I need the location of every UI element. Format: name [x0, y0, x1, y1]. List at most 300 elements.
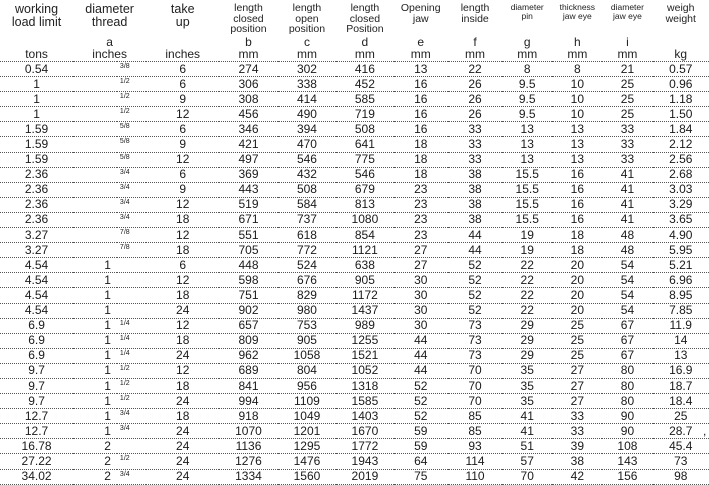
cell-thread-fraction: 3/4: [117, 167, 146, 182]
header-diameter-jaw-eye: diameter jaw eye: [602, 0, 652, 36]
unit-d-mm: d mm: [336, 36, 393, 62]
cell-length-closed: 456: [219, 107, 277, 122]
cell-opening-jaw: 52: [394, 409, 448, 424]
cell-diameter-jaw-eye: 80: [602, 378, 652, 393]
cell-working-load-limit: 1.59: [0, 137, 73, 152]
cell-length-closed: 705: [219, 243, 277, 258]
cell-opening-jaw: 30: [394, 288, 448, 303]
cell-diameter-pin: 29: [502, 318, 552, 333]
cell-thickness-jaw-eye: 13: [552, 122, 602, 137]
cell-diameter-pin: 13: [502, 122, 552, 137]
cell-take-up: 24: [146, 469, 219, 484]
cell-thickness-jaw-eye: 13: [552, 152, 602, 167]
header-opening-jaw: Opening jaw: [394, 0, 448, 36]
cell-thickness-jaw-eye: 25: [552, 348, 602, 363]
table-row: [0, 122, 709, 137]
cell-length-inside: 26: [448, 77, 502, 92]
cell-length-closed: 369: [219, 167, 277, 182]
cell-thickness-jaw-eye: 16: [552, 167, 602, 182]
table-row: [0, 288, 709, 303]
cell-opening-jaw: 52: [394, 394, 448, 409]
unit-f-mm: f mm: [448, 36, 502, 62]
cell-diameter-pin: 41: [502, 409, 552, 424]
cell-take-up: 18: [146, 333, 219, 348]
cell-length-closed-position: 905: [336, 273, 393, 288]
cell-diameter-jaw-eye: 48: [602, 243, 652, 258]
cell-take-up: 24: [146, 303, 219, 318]
cell-thread-fraction: [117, 303, 146, 318]
cell-weight: 25: [653, 409, 709, 424]
cell-length-closed: 306: [219, 77, 277, 92]
unit-i-mm: i mm: [602, 36, 652, 62]
cell-weight: 0.57: [653, 62, 709, 77]
cell-diameter-jaw-eye: 80: [602, 394, 652, 409]
unit-a-inches: a inches: [73, 36, 146, 62]
cell-thread-fraction: 3/8: [117, 62, 146, 77]
header-length-open: length open position: [278, 0, 336, 36]
cell-take-up: 6: [146, 77, 219, 92]
cell-length-closed-position: 1121: [336, 243, 393, 258]
table-row: [0, 394, 709, 409]
cell-thread-fraction: 3/4: [117, 182, 146, 197]
cell-length-open: 980: [278, 303, 336, 318]
cell-thickness-jaw-eye: 10: [552, 77, 602, 92]
header-diameter-pin: diameter pin: [502, 0, 552, 36]
cell-length-closed-position: 1521: [336, 348, 393, 363]
cell-diameter-pin: 29: [502, 348, 552, 363]
table-body: [0, 62, 709, 485]
unit-h-mm: h mm: [552, 36, 602, 62]
cell-length-inside: 44: [448, 243, 502, 258]
cell-length-inside: 85: [448, 424, 502, 439]
cell-length-inside: 38: [448, 182, 502, 197]
cell-length-inside: 33: [448, 152, 502, 167]
cell-length-closed: 657: [219, 318, 277, 333]
cell-take-up: 18: [146, 378, 219, 393]
cell-thickness-jaw-eye: 27: [552, 378, 602, 393]
table-row: [0, 167, 709, 182]
cell-weight: 11.9: [653, 318, 709, 333]
cell-working-load-limit: 34.02: [0, 469, 73, 484]
cell-length-closed-position: 679: [336, 182, 393, 197]
cell-diameter-pin: 8: [502, 62, 552, 77]
cell-length-closed: 918: [219, 409, 277, 424]
cell-thread-fraction: [117, 439, 146, 454]
cell-take-up: 24: [146, 454, 219, 469]
cell-thread-whole: [73, 167, 117, 182]
cell-diameter-pin: 22: [502, 288, 552, 303]
header-length-closed-position: length closed Position: [336, 0, 393, 36]
unit-e-mm: e mm: [394, 36, 448, 62]
cell-take-up: 12: [146, 273, 219, 288]
cell-length-inside: 114: [448, 454, 502, 469]
table-row: [0, 243, 709, 258]
cell-length-open: 546: [278, 152, 336, 167]
cell-opening-jaw: 16: [394, 77, 448, 92]
cell-length-inside: 26: [448, 92, 502, 107]
cell-diameter-pin: 29: [502, 333, 552, 348]
cell-working-load-limit: 4.54: [0, 288, 73, 303]
table-row: [0, 182, 709, 197]
cell-working-load-limit: 6.9: [0, 333, 73, 348]
cell-length-closed: 308: [219, 92, 277, 107]
cell-diameter-jaw-eye: 41: [602, 182, 652, 197]
cell-thickness-jaw-eye: 10: [552, 107, 602, 122]
cell-thread-whole: [73, 212, 117, 227]
cell-working-load-limit: 9.7: [0, 378, 73, 393]
cell-thread-whole: [73, 228, 117, 243]
cell-length-open: 956: [278, 378, 336, 393]
cell-thickness-jaw-eye: 20: [552, 273, 602, 288]
cell-thickness-jaw-eye: 42: [552, 469, 602, 484]
unit-tons: tons: [0, 36, 73, 62]
cell-thickness-jaw-eye: 27: [552, 394, 602, 409]
cell-opening-jaw: 27: [394, 258, 448, 273]
cell-length-inside: 26: [448, 107, 502, 122]
cell-length-closed-position: 1255: [336, 333, 393, 348]
header-take-up: take up: [146, 0, 219, 36]
table-row: [0, 378, 709, 393]
cell-take-up: 24: [146, 348, 219, 363]
cell-length-inside: 44: [448, 228, 502, 243]
cell-working-load-limit: 6.9: [0, 318, 73, 333]
cell-diameter-jaw-eye: 67: [602, 318, 652, 333]
cell-length-closed-position: 1403: [336, 409, 393, 424]
cell-length-inside: 52: [448, 303, 502, 318]
cell-length-open: 1560: [278, 469, 336, 484]
cell-weight: 8.95: [653, 288, 709, 303]
cell-thread-whole: 1: [73, 303, 117, 318]
cell-diameter-jaw-eye: 33: [602, 137, 652, 152]
cell-thread-whole: 1: [73, 409, 117, 424]
table-row: [0, 439, 709, 454]
cell-thread-whole: [73, 122, 117, 137]
cell-thread-fraction: 1/4: [117, 348, 146, 363]
cell-opening-jaw: 16: [394, 92, 448, 107]
cell-length-closed-position: 508: [336, 122, 393, 137]
cell-length-inside: 93: [448, 439, 502, 454]
unit-row: [0, 36, 709, 62]
cell-thread-fraction: 3/4: [117, 212, 146, 227]
table-row: [0, 303, 709, 318]
cell-length-open: 508: [278, 182, 336, 197]
cell-thread-fraction: [117, 258, 146, 273]
cell-opening-jaw: 44: [394, 363, 448, 378]
cell-length-open: 490: [278, 107, 336, 122]
cell-take-up: 18: [146, 409, 219, 424]
cell-working-load-limit: 9.7: [0, 394, 73, 409]
cell-working-load-limit: 4.54: [0, 303, 73, 318]
cell-thickness-jaw-eye: 16: [552, 212, 602, 227]
cell-length-closed-position: 813: [336, 197, 393, 212]
header-thickness-jaw-eye: thickness jaw eye: [552, 0, 602, 36]
table-row: [0, 318, 709, 333]
cell-working-load-limit: 4.54: [0, 273, 73, 288]
cell-opening-jaw: 23: [394, 228, 448, 243]
cell-thread-whole: 2: [73, 469, 117, 484]
cell-thickness-jaw-eye: 10: [552, 92, 602, 107]
unit-c-mm: c mm: [278, 36, 336, 62]
cell-thread-whole: [73, 243, 117, 258]
cell-length-inside: 70: [448, 363, 502, 378]
cell-diameter-pin: 15.5: [502, 197, 552, 212]
cell-length-closed: 994: [219, 394, 277, 409]
unit-g-mm: g mm: [502, 36, 552, 62]
cell-thread-whole: [73, 182, 117, 197]
cell-thickness-jaw-eye: 13: [552, 137, 602, 152]
cell-diameter-pin: 35: [502, 378, 552, 393]
cell-diameter-pin: 35: [502, 394, 552, 409]
cell-length-open: 772: [278, 243, 336, 258]
cell-diameter-jaw-eye: 33: [602, 152, 652, 167]
cell-length-closed-position: 546: [336, 167, 393, 182]
cell-take-up: 12: [146, 107, 219, 122]
cell-take-up: 12: [146, 152, 219, 167]
cell-thread-fraction: 1/2: [117, 394, 146, 409]
cell-thread-whole: [73, 92, 117, 107]
cell-length-open: 1109: [278, 394, 336, 409]
cell-take-up: 12: [146, 228, 219, 243]
cell-diameter-jaw-eye: 33: [602, 122, 652, 137]
table-row: [0, 62, 709, 77]
cell-length-closed: 443: [219, 182, 277, 197]
cell-length-closed: 346: [219, 122, 277, 137]
cell-weight: 13: [653, 348, 709, 363]
cell-take-up: 6: [146, 122, 219, 137]
cell-opening-jaw: 59: [394, 424, 448, 439]
cell-diameter-pin: 22: [502, 273, 552, 288]
cell-opening-jaw: 44: [394, 348, 448, 363]
cell-thread-fraction: 7/8: [117, 243, 146, 258]
cell-thread-whole: 1: [73, 363, 117, 378]
cell-weight: 1.50: [653, 107, 709, 122]
cell-length-open: 676: [278, 273, 336, 288]
cell-take-up: 6: [146, 167, 219, 182]
cell-length-open: 804: [278, 363, 336, 378]
cell-length-inside: 73: [448, 318, 502, 333]
cell-length-closed: 1334: [219, 469, 277, 484]
cell-length-closed-position: 719: [336, 107, 393, 122]
cell-diameter-pin: 19: [502, 228, 552, 243]
cell-thickness-jaw-eye: 16: [552, 197, 602, 212]
cell-diameter-pin: 22: [502, 258, 552, 273]
cell-length-inside: 33: [448, 137, 502, 152]
cell-length-open: 618: [278, 228, 336, 243]
table-row: [0, 333, 709, 348]
cell-weight: 2.56: [653, 152, 709, 167]
cell-length-inside: 70: [448, 394, 502, 409]
cell-working-load-limit: 2.36: [0, 197, 73, 212]
table-row: [0, 77, 709, 92]
cell-length-closed-position: 638: [336, 258, 393, 273]
cell-working-load-limit: 3.27: [0, 243, 73, 258]
cell-length-open: 1201: [278, 424, 336, 439]
cell-length-closed-position: 989: [336, 318, 393, 333]
cell-thread-whole: 2: [73, 439, 117, 454]
table-row: [0, 424, 709, 439]
cell-diameter-jaw-eye: 25: [602, 107, 652, 122]
cell-diameter-jaw-eye: 54: [602, 258, 652, 273]
cell-diameter-jaw-eye: 54: [602, 273, 652, 288]
cell-working-load-limit: 1.59: [0, 152, 73, 167]
cell-diameter-jaw-eye: 90: [602, 424, 652, 439]
table-row: [0, 137, 709, 152]
cell-length-closed: 962: [219, 348, 277, 363]
table-row: [0, 363, 709, 378]
cell-thickness-jaw-eye: 8: [552, 62, 602, 77]
cell-weight: 6.96: [653, 273, 709, 288]
cell-thickness-jaw-eye: 25: [552, 333, 602, 348]
cell-opening-jaw: 18: [394, 137, 448, 152]
cell-working-load-limit: 1.59: [0, 122, 73, 137]
cell-length-open: 1049: [278, 409, 336, 424]
cell-length-closed: 751: [219, 288, 277, 303]
table-row: [0, 348, 709, 363]
cell-diameter-jaw-eye: 21: [602, 62, 652, 77]
cell-working-load-limit: 2.36: [0, 182, 73, 197]
cell-weight: 4.90: [653, 228, 709, 243]
cell-take-up: 12: [146, 318, 219, 333]
cell-weight: 45.4: [653, 439, 709, 454]
cell-diameter-jaw-eye: 108: [602, 439, 652, 454]
cell-thickness-jaw-eye: 20: [552, 258, 602, 273]
cell-weight: 73: [653, 454, 709, 469]
cell-thread-fraction: [117, 288, 146, 303]
table-row: [0, 469, 709, 484]
cell-length-closed-position: 2019: [336, 469, 393, 484]
cell-thread-fraction: 5/8: [117, 122, 146, 137]
cell-weight: 18.7: [653, 378, 709, 393]
header-weight: weigh weight: [653, 0, 709, 36]
cell-length-closed: 1070: [219, 424, 277, 439]
cell-diameter-pin: 41: [502, 424, 552, 439]
cell-length-closed: 1276: [219, 454, 277, 469]
cell-working-load-limit: 16.78: [0, 439, 73, 454]
cell-diameter-pin: 9.5: [502, 92, 552, 107]
cell-thread-fraction: 3/4: [117, 424, 146, 439]
cell-length-inside: 73: [448, 333, 502, 348]
cell-length-inside: 52: [448, 273, 502, 288]
cell-take-up: 18: [146, 243, 219, 258]
cell-diameter-pin: 22: [502, 303, 552, 318]
cell-weight: 3.65: [653, 212, 709, 227]
cell-thickness-jaw-eye: 20: [552, 288, 602, 303]
header-diameter-thread: diameter thread: [73, 0, 146, 36]
cell-diameter-jaw-eye: 67: [602, 348, 652, 363]
cell-length-open: 584: [278, 197, 336, 212]
cell-weight: 0.96: [653, 77, 709, 92]
cell-diameter-pin: 57: [502, 454, 552, 469]
cell-length-closed: 841: [219, 378, 277, 393]
cell-working-load-limit: 6.9: [0, 348, 73, 363]
cell-length-closed-position: 1437: [336, 303, 393, 318]
cell-length-inside: 52: [448, 258, 502, 273]
cell-working-load-limit: 1: [0, 92, 73, 107]
cell-working-load-limit: 27.22: [0, 454, 73, 469]
table-row: [0, 197, 709, 212]
cell-thread-whole: 1: [73, 348, 117, 363]
cell-thread-whole: [73, 137, 117, 152]
cell-length-open: 1058: [278, 348, 336, 363]
table-row: [0, 454, 709, 469]
cell-length-closed: 1136: [219, 439, 277, 454]
cell-weight: 28.7: [653, 424, 709, 439]
cell-length-closed-position: 1318: [336, 378, 393, 393]
cell-thread-fraction: 7/8: [117, 228, 146, 243]
cell-diameter-pin: 70: [502, 469, 552, 484]
cell-length-closed-position: 775: [336, 152, 393, 167]
cell-length-closed: 551: [219, 228, 277, 243]
cell-thread-whole: 1: [73, 258, 117, 273]
cell-working-load-limit: 1: [0, 107, 73, 122]
cell-length-open: 394: [278, 122, 336, 137]
cell-take-up: 12: [146, 197, 219, 212]
cell-length-inside: 73: [448, 348, 502, 363]
table-row: [0, 107, 709, 122]
cell-opening-jaw: 44: [394, 333, 448, 348]
cell-diameter-pin: 19: [502, 243, 552, 258]
trailing-mark: ,: [703, 424, 706, 438]
unit-kg: kg: [653, 36, 709, 62]
cell-weight: 2.12: [653, 137, 709, 152]
cell-opening-jaw: 52: [394, 378, 448, 393]
cell-take-up: 12: [146, 363, 219, 378]
cell-diameter-jaw-eye: 41: [602, 167, 652, 182]
cell-length-inside: 38: [448, 197, 502, 212]
cell-opening-jaw: 23: [394, 197, 448, 212]
cell-weight: 5.95: [653, 243, 709, 258]
cell-thickness-jaw-eye: 27: [552, 363, 602, 378]
cell-take-up: 24: [146, 394, 219, 409]
cell-length-open: 432: [278, 167, 336, 182]
cell-length-inside: 38: [448, 212, 502, 227]
cell-length-closed-position: 1772: [336, 439, 393, 454]
cell-weight: 98: [653, 469, 709, 484]
cell-take-up: 24: [146, 439, 219, 454]
cell-take-up: 9: [146, 92, 219, 107]
cell-thread-fraction: 1/2: [117, 77, 146, 92]
cell-working-load-limit: 3.27: [0, 228, 73, 243]
cell-diameter-pin: 13: [502, 137, 552, 152]
table-row: [0, 152, 709, 167]
cell-take-up: 6: [146, 62, 219, 77]
cell-opening-jaw: 18: [394, 152, 448, 167]
cell-length-closed: 448: [219, 258, 277, 273]
cell-length-closed-position: 641: [336, 137, 393, 152]
cell-opening-jaw: 16: [394, 122, 448, 137]
cell-diameter-pin: 9.5: [502, 107, 552, 122]
cell-length-inside: 52: [448, 288, 502, 303]
cell-thread-whole: [73, 152, 117, 167]
cell-weight: 5.21: [653, 258, 709, 273]
cell-thickness-jaw-eye: 20: [552, 303, 602, 318]
cell-thread-fraction: 5/8: [117, 137, 146, 152]
cell-diameter-jaw-eye: 156: [602, 469, 652, 484]
cell-thread-fraction: 1/2: [117, 454, 146, 469]
cell-thread-fraction: 5/8: [117, 152, 146, 167]
header-working-load-limit: working load limit: [0, 0, 73, 36]
cell-thread-whole: 1: [73, 318, 117, 333]
cell-length-closed: 671: [219, 212, 277, 227]
cell-length-closed: 689: [219, 363, 277, 378]
cell-length-closed-position: 1585: [336, 394, 393, 409]
cell-length-inside: 70: [448, 378, 502, 393]
cell-opening-jaw: 16: [394, 107, 448, 122]
cell-diameter-jaw-eye: 80: [602, 363, 652, 378]
cell-length-closed-position: 1080: [336, 212, 393, 227]
cell-opening-jaw: 59: [394, 439, 448, 454]
table-row: [0, 92, 709, 107]
